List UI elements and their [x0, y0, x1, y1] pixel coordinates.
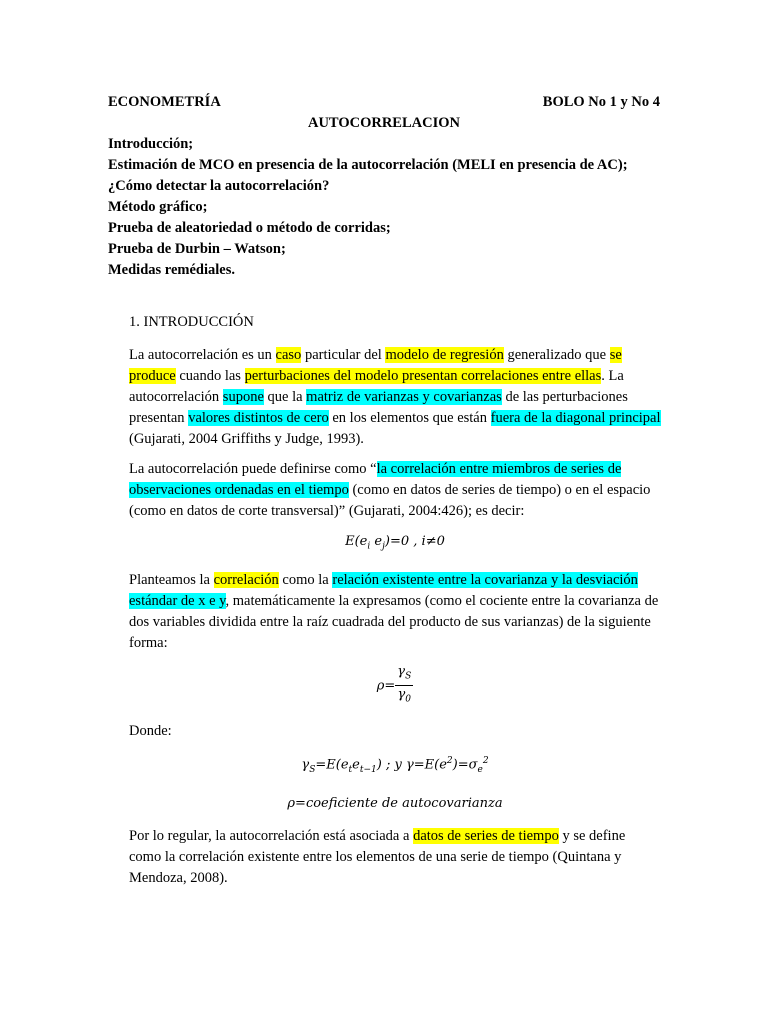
text: que la	[263, 389, 307, 405]
highlight-cyan: fuera de la diagonal principal	[490, 410, 661, 426]
eq-part: e	[352, 757, 360, 773]
toc-item: Introducción;	[108, 136, 194, 152]
text: , matemáticamente la expresamos (como el cociente entre la covarianza de dos variables dividida entre la raíz cuadrada del producto de sus varianzas) de la siguiente forma:	[129, 592, 659, 651]
highlight-cyan: matriz de varianzas y covarianzas	[306, 389, 502, 405]
highlight-cyan: la correlación entre miembros de series de observaciones ordenadas en el tiempo	[129, 461, 622, 498]
toc-item: Prueba de aleatoriedad o método de corridas;	[108, 220, 391, 236]
eq-part: 2	[482, 755, 489, 766]
eq-part: j	[382, 541, 385, 552]
paragraph-correlation	[129, 570, 661, 654]
eq-part: 2	[446, 755, 453, 766]
eq-part: =0 ,	[389, 534, 422, 549]
highlight-cyan: supone	[222, 389, 264, 405]
eq-part: t−1	[359, 764, 377, 775]
label-donde: Donde:	[129, 722, 172, 739]
eq-part: =E	[315, 757, 336, 773]
text: La autocorrelación puede definirse como “	[129, 461, 377, 477]
equation-rho	[129, 663, 661, 709]
eq-part: E	[345, 534, 355, 549]
fraction	[395, 663, 413, 709]
highlight-yellow: se produce	[129, 347, 622, 384]
eq-part: S	[309, 764, 316, 775]
paragraph-definition	[129, 459, 661, 522]
eq-part: 0	[405, 694, 412, 705]
toc-item: Estimación de MCO en presencia de la autocorrelación (MELI en presencia de AC);	[108, 157, 628, 173]
text: . La autocorrelación	[129, 368, 624, 405]
eq-part: ; y γ=E	[381, 757, 435, 773]
highlight-yellow: correlación	[213, 571, 279, 588]
section-heading: 1. INTRODUCCIÓN	[129, 314, 254, 330]
text: generalizado que	[503, 347, 610, 363]
paragraph-time-series	[129, 826, 661, 889]
eq-part: ρ=	[376, 678, 396, 694]
highlight-yellow: modelo de regresión	[385, 347, 504, 363]
eq-part: i	[367, 541, 371, 552]
document-body	[129, 312, 661, 898]
toc-item: Método gráfico;	[108, 199, 208, 215]
eq-part: γ	[301, 757, 310, 773]
eq-part: e	[477, 764, 483, 775]
course-title: ECONOMETRÍA	[108, 94, 221, 110]
highlight-yellow: perturbaciones del modelo presentan correlaciones entre ellas	[244, 368, 602, 384]
text: particular del	[301, 347, 386, 363]
text: como la	[278, 571, 333, 588]
eq-part: t	[348, 764, 353, 775]
eq-part: γ	[397, 687, 406, 703]
highlight-cyan: valores distintos de cero	[188, 410, 329, 426]
document-title: AUTOCORRELACION	[307, 115, 460, 131]
document-header	[108, 92, 660, 281]
text: (como en datos de series de tiempo) o en el espacio (como en datos de corte transversal)” (Gujarati, 2004:426); es decir:	[129, 482, 651, 519]
eq-part: e	[439, 757, 447, 773]
text: La autocorrelación es un	[129, 347, 276, 363]
eq-part: ≠0	[425, 534, 445, 549]
text: cuando las	[175, 368, 245, 384]
highlight-yellow: caso	[275, 347, 302, 363]
equation-gamma: $\gamma_S=E(e_te_{t-1})$ ; y $\gamma=E(e^2)=\sigma_e^2$	[301, 755, 489, 775]
paragraph-intro	[129, 345, 661, 450]
text: Por lo regular, la autocorrelación está asociada a	[129, 827, 414, 844]
eq-part: e	[374, 534, 383, 549]
text: en los elementos que están	[328, 410, 491, 426]
text: y se define como la correlación existente entre los elementos de una serie de tiempo (Quintana y Mendoza, 2008).	[129, 827, 626, 886]
highlight-cyan: relación existente entre la covarianza y la desviación estándar de x e y	[129, 571, 638, 609]
equation-coefficient: ρ=coeficiente de autocovarianza	[287, 795, 503, 811]
text: (Gujarati, 2004 Griffiths y Judge, 1993).	[129, 431, 364, 447]
header-row	[108, 92, 660, 113]
text: de las perturbaciones presentan	[129, 389, 628, 426]
eq-part: γ	[397, 663, 406, 679]
toc-item: Prueba de Durbin – Watson;	[108, 241, 286, 257]
toc-item: ¿Cómo detectar la autocorrelación?	[108, 178, 330, 194]
eq-part: e	[340, 757, 349, 773]
eq-part: i	[421, 534, 426, 549]
text: Planteamos la	[129, 571, 214, 588]
toc-item: Medidas remédiales.	[108, 262, 235, 278]
eq-part: e	[359, 534, 368, 549]
eq-part: =σ	[457, 757, 478, 773]
equation-expectation: $E(e_i$ $e_j)=0$ , i≠0	[345, 534, 445, 552]
bolo-label: BOLO No 1 y No 4	[542, 94, 660, 110]
highlight-yellow: datos de series de tiempo	[413, 827, 559, 844]
eq-part: S	[405, 671, 412, 682]
